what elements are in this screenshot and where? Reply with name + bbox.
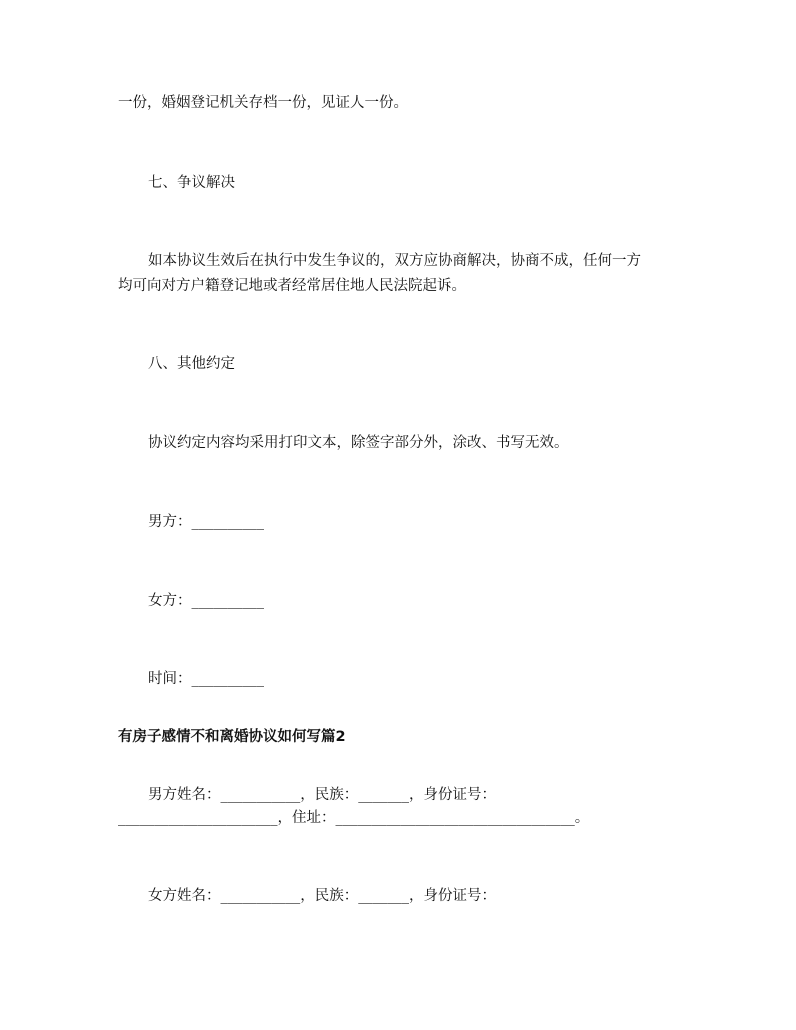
paragraph-tail: 一份，婚姻登记机关存档一份，见证人一份。 bbox=[118, 95, 408, 111]
section-7-line-1: 如本协议生效后在执行中发生争议的，双方应协商解决，协商不成，任何一方 bbox=[148, 253, 641, 269]
male-info-line-2: ______________________，住址：_________________________________。 bbox=[118, 810, 590, 826]
section-7-line-2: 均可向对方户籍登记地或者经常居住地人民法院起诉。 bbox=[118, 278, 466, 294]
signature-time: 时间：__________ bbox=[148, 671, 264, 687]
male-info-line-1: 男方姓名：___________，民族：_______，身份证号： bbox=[148, 787, 496, 803]
section-7-title: 七、争议解决 bbox=[148, 175, 235, 191]
section-8-body: 协议约定内容均采用打印文本，除签字部分外，涂改、书写无效。 bbox=[148, 435, 569, 451]
article-2-title: 有房子感情不和离婚协议如何写篇2 bbox=[118, 729, 346, 745]
female-info-line-1: 女方姓名：___________，民族：_______，身份证号： bbox=[148, 888, 496, 904]
signature-male: 男方：__________ bbox=[148, 514, 264, 530]
section-8-title: 八、其他约定 bbox=[148, 356, 235, 372]
signature-female: 女方：__________ bbox=[148, 593, 264, 609]
